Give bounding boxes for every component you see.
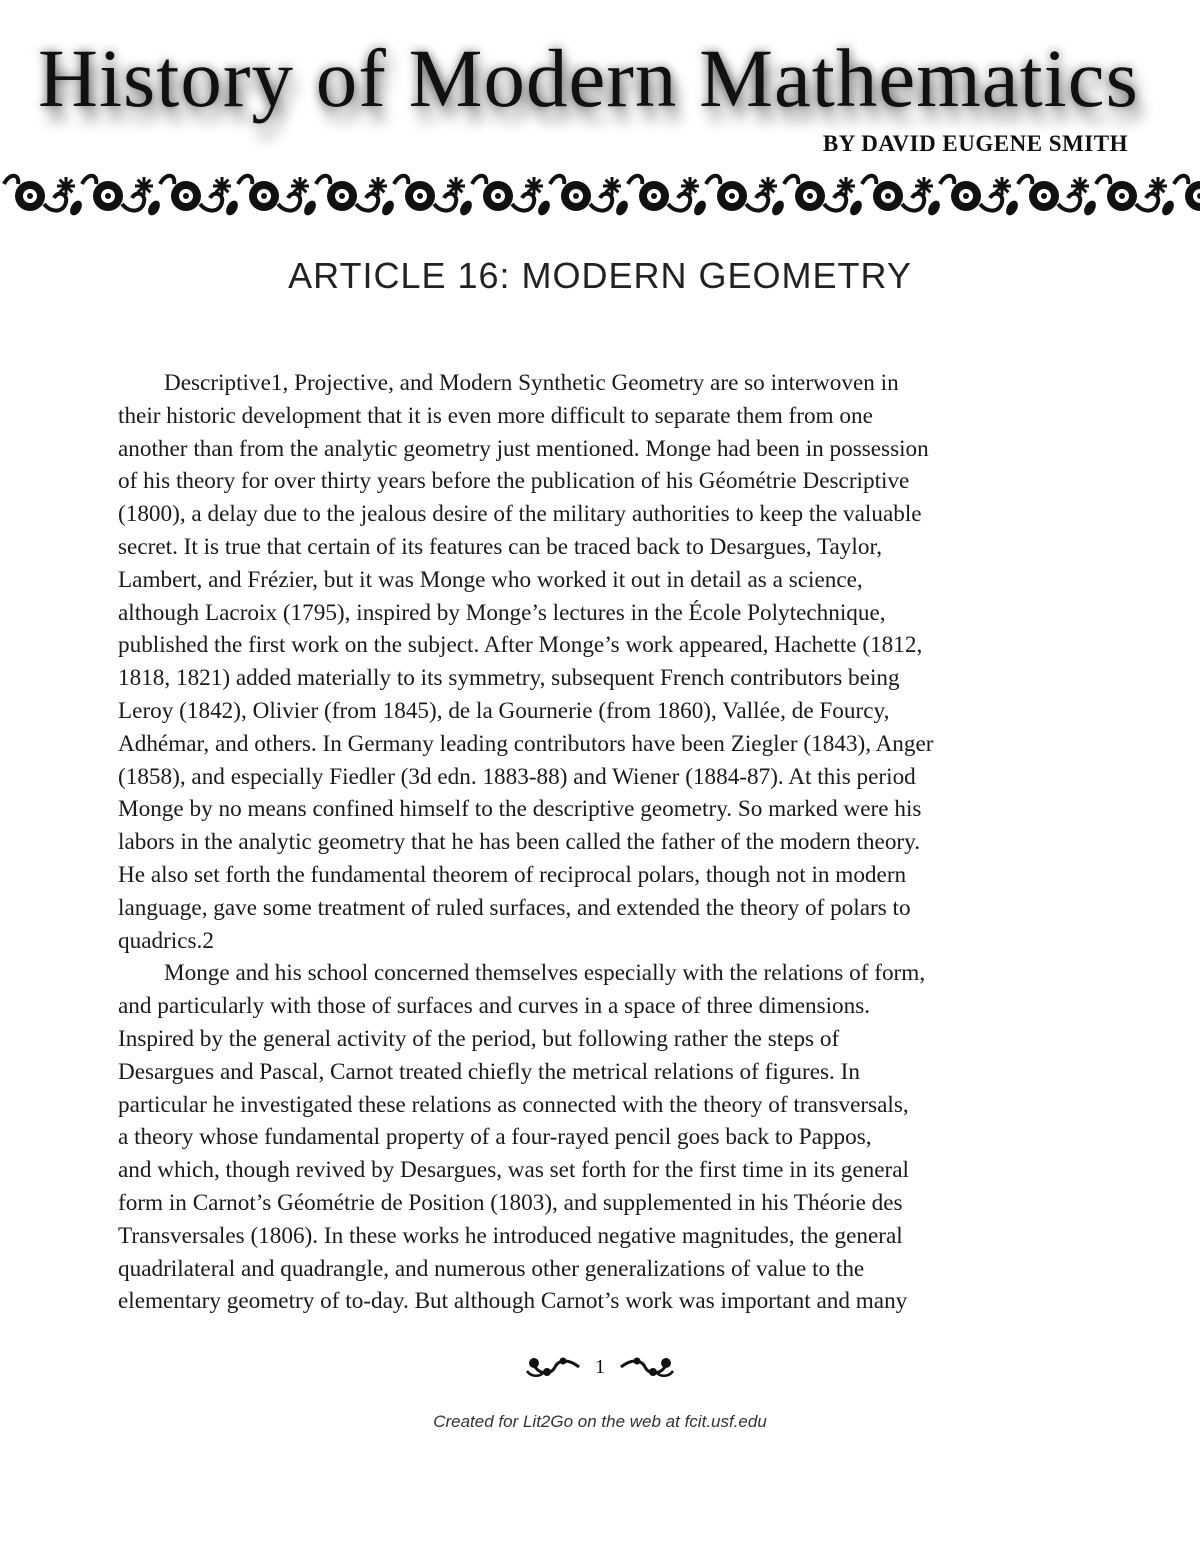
- body-line: elementary geometry of to-day. But although Carnot’s work was important and many: [118, 1288, 908, 1315]
- body-line: Desargues and Pascal, Carnot treated chiefly the metrical relations of figures. In: [118, 1058, 860, 1085]
- body-line: their historic development that it is even more difficult to separate them from one: [118, 402, 873, 429]
- article-title: ARTICLE 16: MODERN GEOMETRY: [288, 255, 912, 296]
- body-line: Descriptive1, Projective, and Modern Synthetic Geometry are so interwoven in: [164, 370, 899, 396]
- body-line: Monge and his school concerned themselves especially with the relations of form,: [164, 960, 926, 987]
- flourish-icon: [619, 1355, 675, 1379]
- body-line: a theory whose fundamental property of a four-rayed pencil goes back to Pappos,: [118, 1124, 872, 1151]
- body-line: published the first work on the subject. After Monge’s work appeared, Hachette (1812,: [118, 632, 923, 659]
- vine-scroll-border-icon: [0, 168, 1200, 220]
- body-line: and which, though revived by Desargues, was set forth for the first time in its general: [118, 1157, 909, 1184]
- book-title: History of Modern Mathematics: [38, 32, 1139, 124]
- body-line: particular he investigated these relations as connected with the theory of transversals,: [118, 1091, 909, 1118]
- body-line: (1800), a delay due to the jealous desire of the military authorities to keep the valuable: [118, 501, 922, 528]
- body-line: Inspired by the general activity of the period, but following rather the steps of: [118, 1025, 840, 1052]
- credit-line: Created for Lit2Go on the web at fcit.usf.edu: [433, 1412, 767, 1431]
- body-line: quadrics.2: [118, 927, 214, 954]
- body-line: although Lacroix (1795), inspired by Monge’s lectures in the École Polytechnique,: [118, 599, 886, 626]
- flourish-icon: [525, 1355, 581, 1379]
- body-line: Transversales (1806). In these works he introduced negative magnitudes, the general: [118, 1222, 903, 1249]
- body-line: (1858), and especially Fiedler (3d edn. 1883-88) and Wiener (1884-87). At this period: [118, 763, 916, 790]
- body-line: Lambert, and Frézier, but it was Monge who worked it out in detail as a science,: [118, 566, 863, 593]
- body-line: labors in the analytic geometry that he has been called the father of the modern theory.: [118, 829, 921, 856]
- body-line: Monge by no means confined himself to the descriptive geometry. So marked were his: [118, 796, 922, 823]
- author-byline: BY DAVID EUGENE SMITH: [822, 131, 1128, 156]
- body-line: another than from the analytic geometry just mentioned. Monge had been in possession: [118, 435, 929, 462]
- body-line: form in Carnot’s Géométrie de Position (1803), and supplemented in his Théorie des: [118, 1189, 903, 1216]
- body-line: quadrilateral and quadrangle, and numerous other generalizations of value to the: [118, 1255, 865, 1282]
- body-line: secret. It is true that certain of its features can be traced back to Desargues, Taylor,: [118, 533, 883, 560]
- body-line: Leroy (1842), Olivier (from 1845), de la Gournerie (from 1860), Vallée, de Fourcy,: [118, 697, 890, 724]
- article-body: [118, 367, 1098, 1318]
- body-line: of his theory for over thirty years before the publication of his Géométrie Descriptive: [118, 468, 910, 495]
- body-line: Adhémar, and others. In Germany leading contributors have been Ziegler (1843), Anger: [118, 730, 934, 757]
- body-line: 1818, 1821) added materially to its symmetry, subsequent French contributors being: [118, 665, 900, 692]
- body-line: and particularly with those of surfaces and curves in a space of three dimensions.: [118, 993, 871, 1020]
- body-line: language, gave some treatment of ruled surfaces, and extended the theory of polars to: [118, 894, 911, 921]
- page-footer: [0, 1355, 1200, 1379]
- body-line: He also set forth the fundamental theorem of reciprocal polars, though not in modern: [118, 861, 907, 888]
- page-number: 1: [595, 1355, 605, 1378]
